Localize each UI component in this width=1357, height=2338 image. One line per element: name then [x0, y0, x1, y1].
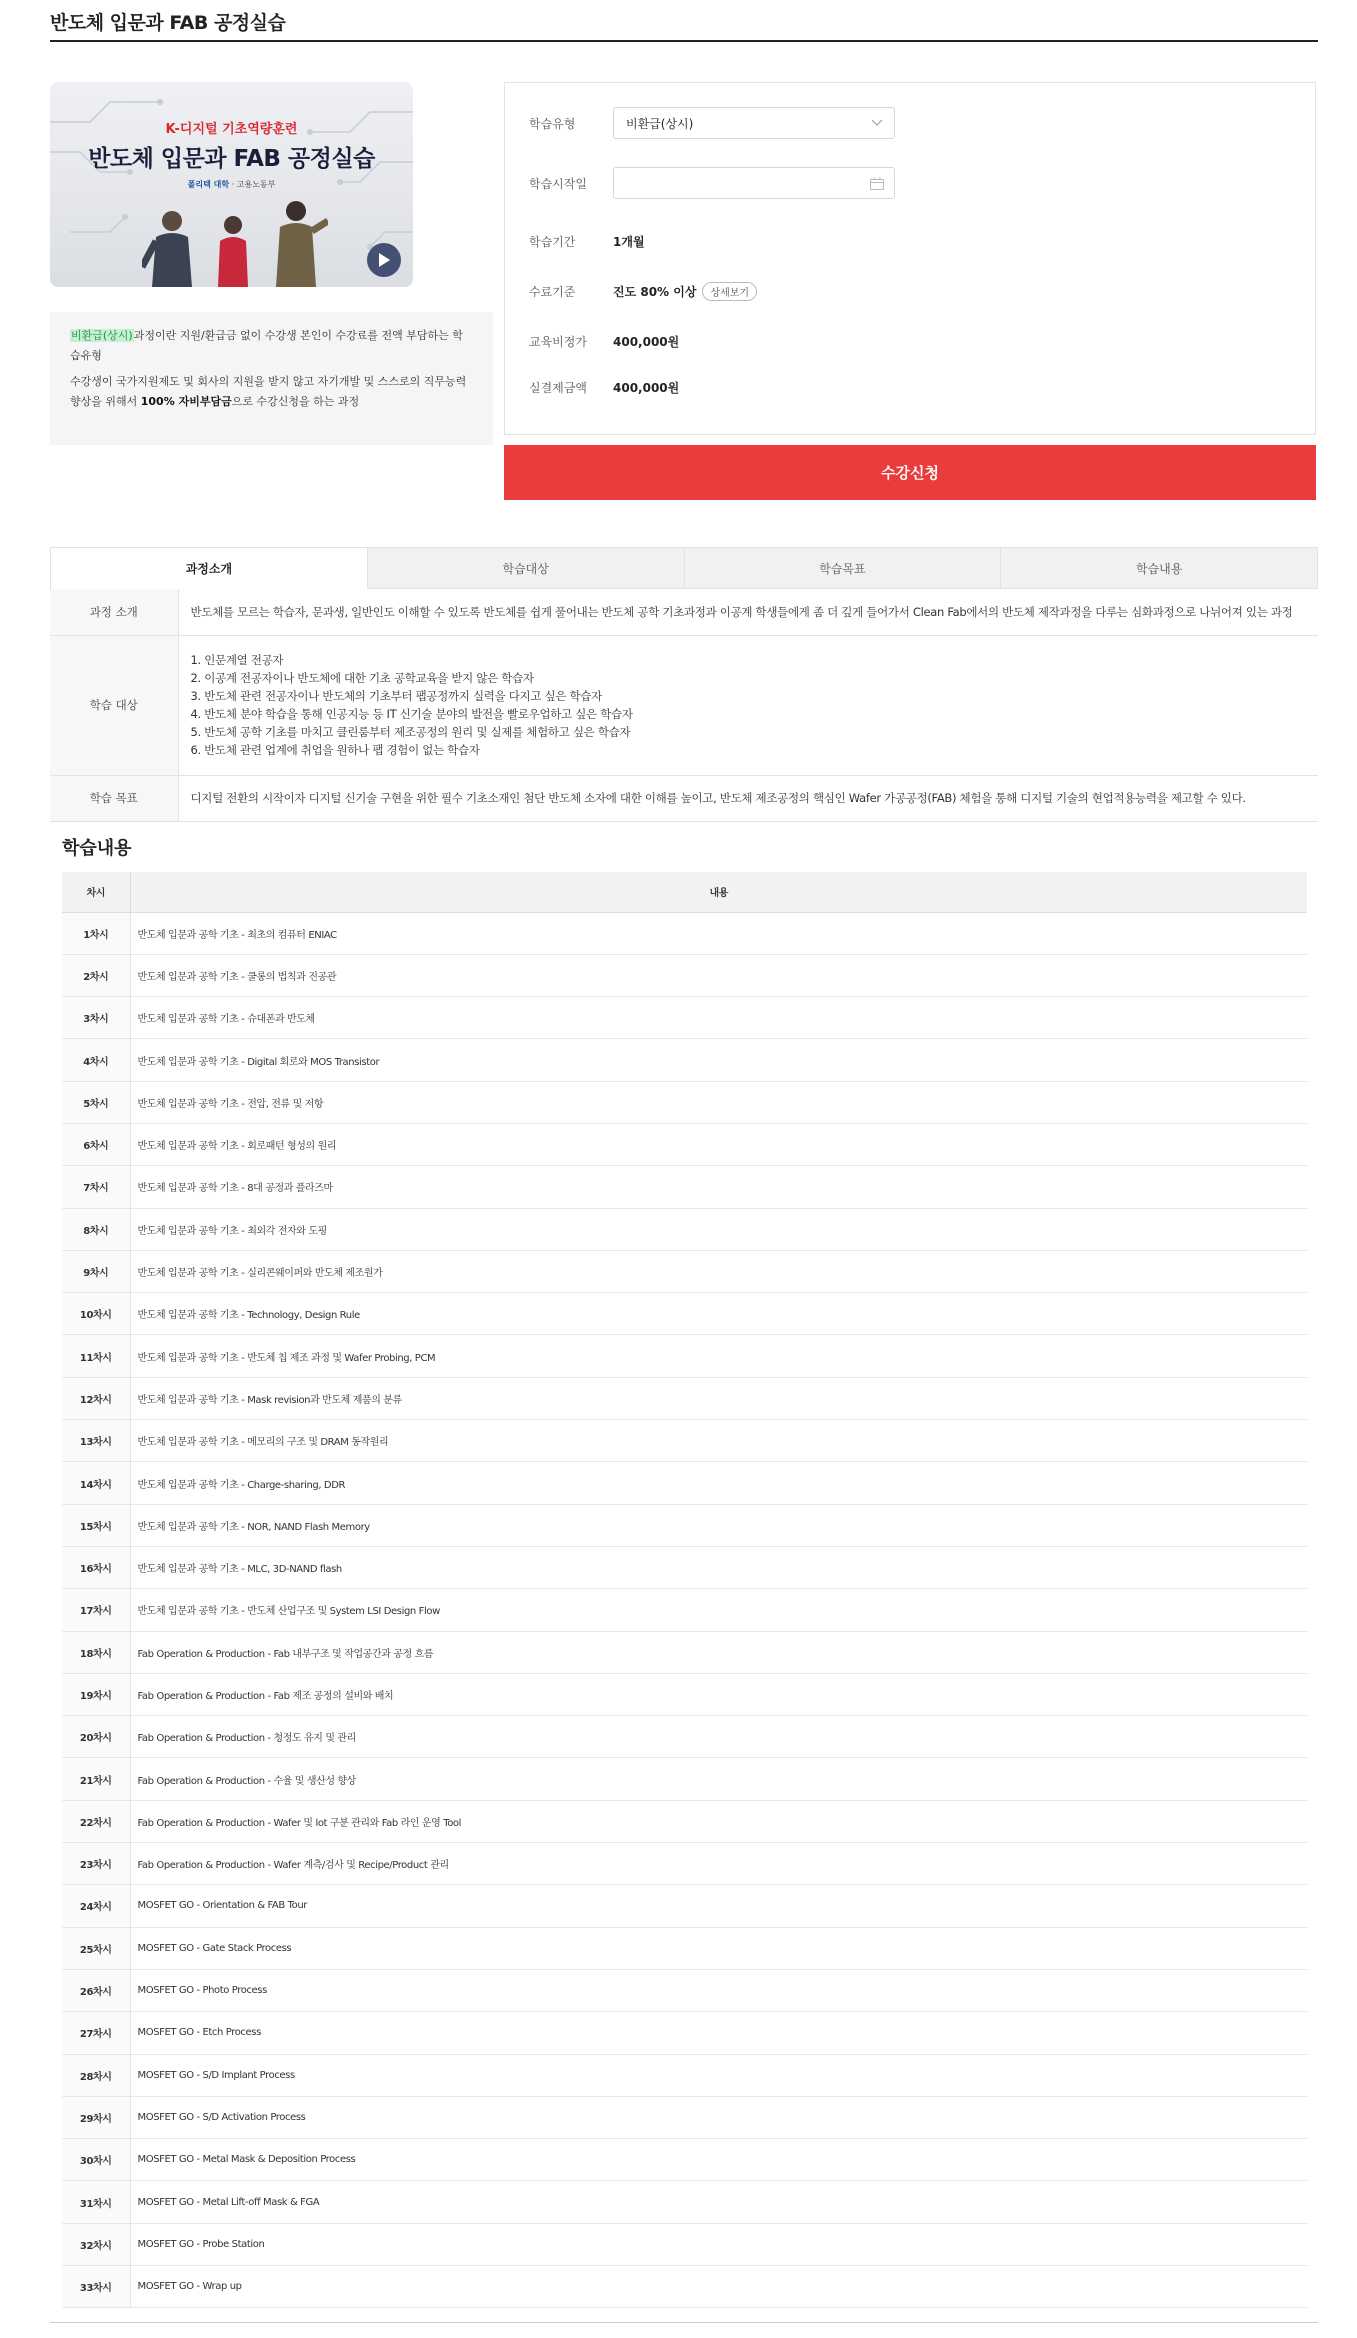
table-row [62, 997, 1307, 1039]
target-item: 1. 인문계열 전공자 [190, 653, 284, 667]
session-content: 반도체 입문과 공학 기초 - 반도체 산업구조 및 System LSI Design Flow [130, 1589, 1307, 1631]
thumbnail-title: 반도체 입문과 FAB 공정실습 [88, 146, 375, 172]
tab-content[interactable]: 학습내용 [1001, 547, 1318, 589]
session-number: 18차시 [62, 1631, 130, 1673]
calendar-icon[interactable] [870, 177, 884, 190]
session-content: 반도체 입문과 공학 기초 - Technology, Design Rule [130, 1293, 1307, 1335]
table-row [62, 1589, 1307, 1631]
period-value: 1개월 [613, 235, 645, 249]
session-number: 24차시 [62, 1885, 130, 1927]
info-line2-post: 으로 수강신청을 하는 과정 [231, 395, 360, 408]
session-content: MOSFET GO - Metal Mask & Deposition Process [130, 2139, 1307, 2181]
tab-intro[interactable]: 과정소개 [50, 547, 368, 589]
session-content: 반도체 입문과 공학 기초 - Digital 회로와 MOS Transistor [130, 1039, 1307, 1081]
session-number: 31차시 [62, 2181, 130, 2223]
table-row [62, 2096, 1307, 2138]
session-number: 16차시 [62, 1546, 130, 1588]
session-content: 반도체 입문과 공학 기초 - 8대 공정과 플라즈마 [130, 1166, 1307, 1208]
session-content: 반도체 입문과 공학 기초 - 반도체 칩 제조 과정 및 Wafer Probing, PCM [130, 1335, 1307, 1377]
goal-label: 학습 목표 [50, 775, 178, 821]
type-label: 학습유형 [529, 116, 576, 131]
intro-text: 반도체를 모르는 학습자, 문과생, 일반인도 이해할 수 있도록 반도체를 쉽게 풀어내는 반도체 공학 기초과정과 이공계 학생들에게 좀 더 깊게 들어가서 Clean Fab에서의 반도체 제작과정을 다루는 심화과정으로 나뉘어져 있는 과정 [178, 589, 1318, 635]
period-label: 학습기간 [529, 235, 576, 249]
table-row [62, 2139, 1307, 2181]
table-row [62, 1293, 1307, 1335]
session-number: 11차시 [62, 1335, 130, 1377]
course-overview-table [50, 589, 1318, 822]
target-item: 2. 이공계 전공자이나 반도체에 대한 기초 공학교육을 받지 않은 학습자 [190, 671, 534, 685]
info-line2-bold: 100% 자비부담금 [140, 395, 232, 408]
table-row [62, 1885, 1307, 1927]
overview-row-target [50, 635, 1318, 775]
session-number: 2차시 [62, 954, 130, 996]
table-row [62, 1843, 1307, 1885]
session-content: 반도체 입문과 공학 기초 - 최외각 전자와 도핑 [130, 1208, 1307, 1250]
learning-type-info [50, 312, 493, 445]
thumbnail-logos: 폴리텍 대학 · 고용노동부 [187, 180, 276, 189]
target-item: 6. 반도체 관련 업계에 취업을 원하나 팹 경험이 없는 학습자 [190, 743, 480, 757]
tab-target[interactable]: 학습대상 [368, 547, 685, 589]
table-row [62, 1631, 1307, 1673]
info-line1: 과정이란 지원/환급금 없이 수강생 본인이 수강료를 전액 부담하는 학습유형 [70, 329, 463, 362]
info-line2-pre: 수강생이 국가지원제도 및 회사의 지원을 받지 않고 자기개발 및 스스로의 직무능력 향상을 위해서 [70, 375, 467, 408]
schedule-body [62, 912, 1307, 2308]
session-number: 14차시 [62, 1462, 130, 1504]
type-select[interactable] [613, 107, 895, 139]
polytech-logo: 폴리텍 대학 [187, 180, 230, 189]
session-number: 15차시 [62, 1504, 130, 1546]
session-number: 20차시 [62, 1716, 130, 1758]
session-number: 13차시 [62, 1420, 130, 1462]
col-no-header: 차시 [62, 872, 130, 912]
table-row [62, 1716, 1307, 1758]
table-row [62, 1758, 1307, 1800]
instructor-figure [268, 199, 328, 287]
schedule-table [62, 872, 1307, 2308]
session-number: 1차시 [62, 912, 130, 954]
session-number: 30차시 [62, 2139, 130, 2181]
target-item: 3. 반도체 관련 전공자이나 반도체의 기초부터 팹공정까지 실력을 다지고 싶은 학습자 [190, 689, 602, 703]
start-label: 학습시작일 [529, 176, 587, 191]
session-content: 반도체 입문과 공학 기초 - 회로패턴 형성의 원리 [130, 1123, 1307, 1165]
session-number: 8차시 [62, 1208, 130, 1250]
table-row [62, 2054, 1307, 2096]
thumbnail-subtitle: K-디지털 기초역량훈련 [165, 122, 298, 137]
page-title: 반도체 입문과 FAB 공정실습 [50, 12, 286, 34]
table-row [62, 1969, 1307, 2011]
start-date-input[interactable] [613, 167, 895, 199]
session-number: 26차시 [62, 1969, 130, 2011]
table-row [62, 1927, 1307, 1969]
session-content: 반도체 입문과 공학 기초 - 실리콘웨이퍼와 반도체 제조원가 [130, 1250, 1307, 1292]
session-number: 9차시 [62, 1250, 130, 1292]
session-content: MOSFET GO - Orientation & FAB Tour [130, 1885, 1307, 1927]
table-row [62, 1546, 1307, 1588]
form-row-period [529, 233, 645, 250]
schedule-title: 학습내용 [62, 838, 132, 859]
target-item: 5. 반도체 공학 기초를 마치고 클린룸부터 제조공정의 원리 및 실제를 체험하고 싶은 학습자 [190, 725, 631, 739]
session-number: 22차시 [62, 1800, 130, 1842]
title-divider [50, 40, 1318, 42]
type-select-value: 비환급(상시) [626, 116, 694, 131]
table-row [62, 2223, 1307, 2265]
goal-text: 디지털 전환의 시작이자 디지털 신기술 구현을 위한 필수 기초소재인 첨단 반도체 소자에 대한 이해를 높이고, 반도체 제조공정의 핵심인 Wafer 가공공정(FAB) 체험을 통해 디지털 기술의 현업적용능력을 제고할 수 있다. [178, 775, 1318, 821]
pay-value: 400,000원 [613, 381, 680, 395]
target-list [178, 635, 1318, 775]
session-content: MOSFET GO - Wrap up [130, 2266, 1307, 2308]
session-number: 21차시 [62, 1758, 130, 1800]
table-row [62, 2181, 1307, 2223]
table-row [62, 2266, 1307, 2308]
session-content: MOSFET GO - Probe Station [130, 2223, 1307, 2265]
pay-label: 실결제금액 [529, 381, 587, 395]
session-number: 10차시 [62, 1293, 130, 1335]
form-row-criteria [529, 282, 757, 301]
session-content: 반도체 입문과 공학 기초 - MLC, 3D-NAND flash [130, 1546, 1307, 1588]
type-highlight: 비환급(상시) [71, 329, 133, 342]
session-content: 반도체 입문과 공학 기초 - NOR, NAND Flash Memory [130, 1504, 1307, 1546]
table-row [62, 1039, 1307, 1081]
course-tabs [50, 547, 1318, 589]
table-row [62, 1166, 1307, 1208]
session-content: MOSFET GO - Gate Stack Process [130, 1927, 1307, 1969]
session-content: MOSFET GO - S/D Implant Process [130, 2054, 1307, 2096]
session-number: 19차시 [62, 1673, 130, 1715]
session-content: 반도체 입문과 공학 기초 - Mask revision과 반도체 제품의 분류 [130, 1377, 1307, 1419]
session-number: 3차시 [62, 997, 130, 1039]
table-row [62, 1250, 1307, 1292]
tab-goal[interactable]: 학습목표 [685, 547, 1002, 589]
session-content: 반도체 입문과 공학 기초 - Charge-sharing, DDR [130, 1462, 1307, 1504]
instructor-figure [208, 207, 258, 287]
table-row [62, 1123, 1307, 1165]
fee-value: 400,000원 [613, 335, 680, 349]
session-number: 7차시 [62, 1166, 130, 1208]
table-row [62, 1335, 1307, 1377]
session-content: Fab Operation & Production - Fab 내부구조 및 작업공간과 공정 흐름 [130, 1631, 1307, 1673]
criteria-value: 진도 80% 이상 [613, 285, 697, 299]
table-row [62, 1504, 1307, 1546]
table-row [62, 1081, 1307, 1123]
overview-row-intro [50, 589, 1318, 635]
table-row [62, 2012, 1307, 2054]
criteria-label: 수료기준 [529, 285, 576, 299]
session-number: 29차시 [62, 2096, 130, 2138]
fee-label: 교육비정가 [529, 335, 587, 349]
session-content: Fab Operation & Production - Wafer 및 lot 구분 관리와 Fab 라인 운영 Tool [130, 1800, 1307, 1842]
enrollment-form [504, 82, 1316, 435]
session-content: 반도체 입문과 공학 기초 - 최초의 컴퓨터 ENIAC [130, 912, 1307, 954]
session-number: 17차시 [62, 1589, 130, 1631]
table-row [62, 1462, 1307, 1504]
session-content: MOSFET GO - Etch Process [130, 2012, 1307, 2054]
table-row [62, 1800, 1307, 1842]
session-content: MOSFET GO - S/D Activation Process [130, 2096, 1307, 2138]
course-thumbnail[interactable] [50, 82, 413, 287]
session-content: Fab Operation & Production - Wafer 계측/검사 및 Recipe/Product 관리 [130, 1843, 1307, 1885]
session-content: MOSFET GO - Photo Process [130, 1969, 1307, 2011]
table-row [62, 1673, 1307, 1715]
session-number: 33차시 [62, 2266, 130, 2308]
table-row [62, 954, 1307, 996]
session-content: 반도체 입문과 공학 기초 - 쿨롱의 법칙과 진공관 [130, 954, 1307, 996]
col-content-header: 내용 [130, 872, 1307, 912]
target-item: 4. 반도체 분야 학습을 통해 인공지능 등 IT 신기술 분야의 발전을 빨로우업하고 싶은 학습자 [190, 707, 633, 721]
session-content: Fab Operation & Production - 청정도 유지 및 관리 [130, 1716, 1307, 1758]
bottom-divider [50, 2322, 1318, 2323]
session-number: 23차시 [62, 1843, 130, 1885]
session-number: 28차시 [62, 2054, 130, 2096]
session-content: Fab Operation & Production - 수율 및 생산성 향상 [130, 1758, 1307, 1800]
session-number: 25차시 [62, 1927, 130, 1969]
apply-button[interactable]: 수강신청 [504, 445, 1316, 500]
session-content: MOSFET GO - Metal Lift-off Mask & FGA [130, 2181, 1307, 2223]
session-number: 5차시 [62, 1081, 130, 1123]
table-row [62, 912, 1307, 954]
intro-label: 과정 소개 [50, 589, 178, 635]
session-content: 반도체 입문과 공학 기초 - 전압, 전류 및 저항 [130, 1081, 1307, 1123]
session-number: 6차시 [62, 1123, 130, 1165]
table-row [62, 1208, 1307, 1250]
form-row-type [529, 107, 895, 139]
session-content: Fab Operation & Production - Fab 제조 공정의 설비와 배치 [130, 1673, 1307, 1715]
session-content: 반도체 입문과 공학 기초 - 슈대폰과 반도체 [130, 997, 1307, 1039]
session-number: 32차시 [62, 2223, 130, 2265]
form-row-pay [529, 379, 679, 396]
chevron-down-icon [872, 120, 882, 126]
play-icon[interactable] [367, 243, 401, 277]
ministry-logo: 고용노동부 [236, 180, 276, 189]
form-row-fee [529, 333, 679, 350]
criteria-detail-button[interactable]: 상세보기 [702, 282, 757, 301]
schedule-header [62, 872, 1307, 912]
session-content: 반도체 입문과 공학 기초 - 메모리의 구조 및 DRAM 동작원리 [130, 1420, 1307, 1462]
form-row-start [529, 167, 895, 199]
session-number: 27차시 [62, 2012, 130, 2054]
session-number: 4차시 [62, 1039, 130, 1081]
overview-row-goal [50, 775, 1318, 821]
session-number: 12차시 [62, 1377, 130, 1419]
target-label: 학습 대상 [50, 635, 178, 775]
instructor-figure [142, 207, 202, 287]
table-row [62, 1377, 1307, 1419]
table-row [62, 1420, 1307, 1462]
